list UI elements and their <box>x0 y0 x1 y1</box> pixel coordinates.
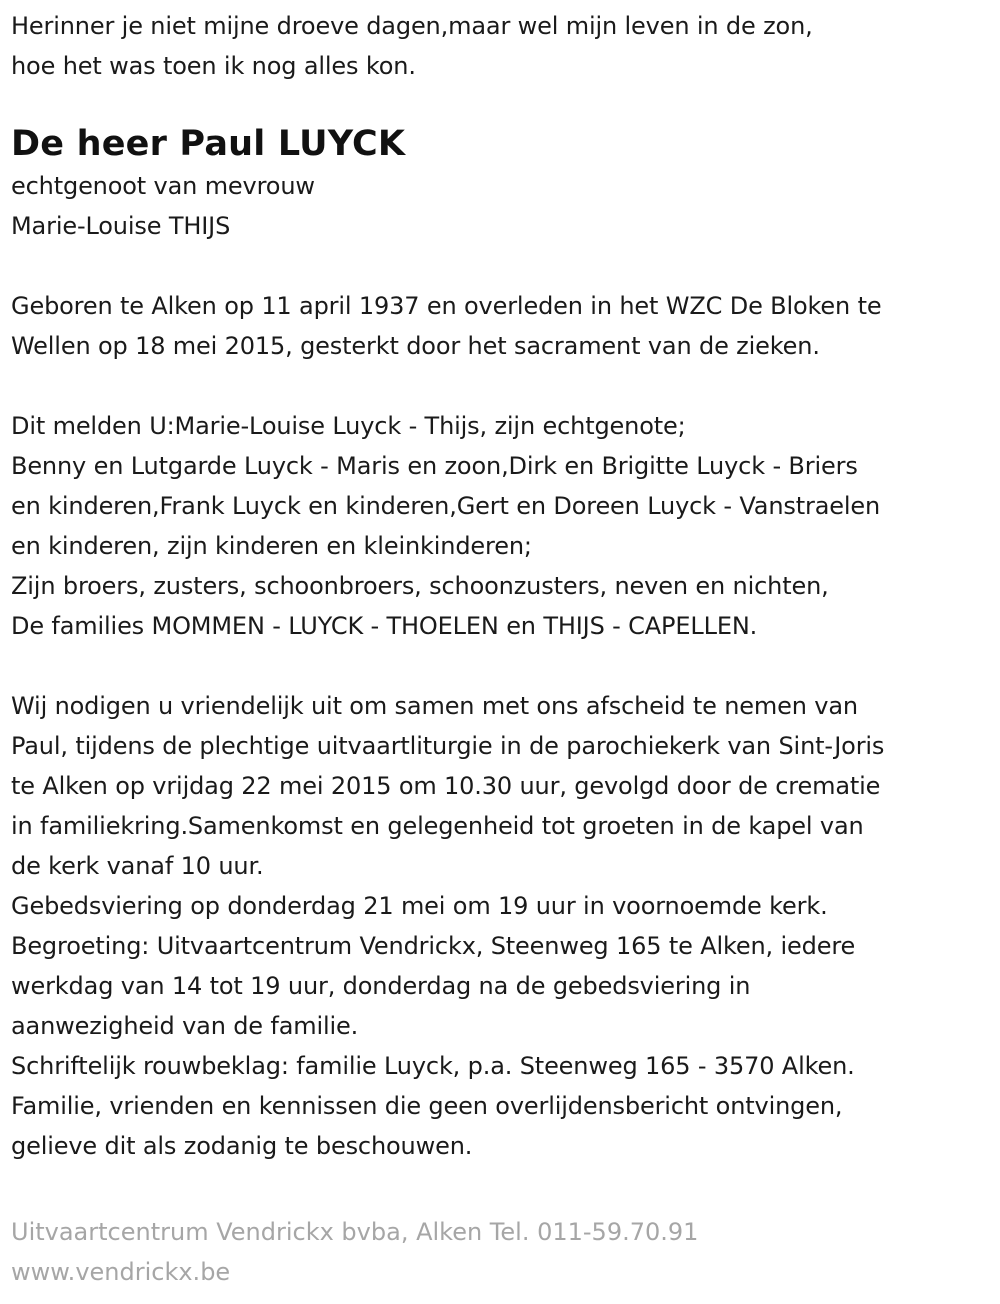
invitation-line: in familiekring.Samenkomst en gelegenheid tot groeten in de kapel van <box>11 812 864 840</box>
spouse-info <box>11 166 996 246</box>
invitation-line: Gebedsviering op donderdag 21 mei om 19 uur in voornoemde kerk. <box>11 892 828 920</box>
family-line: Dit melden U:Marie-Louise Luyck - Thijs, zijn echtgenote; <box>11 412 686 440</box>
invitation-line: werkdag van 14 tot 19 uur, donderdag na de gebedsviering in <box>11 972 751 1000</box>
spouse-line: Marie-Louise THIJS <box>11 212 231 240</box>
family-line: en kinderen, zijn kinderen en kleinkinderen; <box>11 532 532 560</box>
invitation-line: Familie, vrienden en kennissen die geen overlijdensbericht ontvingen, <box>11 1092 843 1120</box>
funeral-home-footer <box>11 1212 698 1292</box>
birth-death-line: Wellen op 18 mei 2015, gesterkt door het sacrament van de zieken. <box>11 332 820 360</box>
invitation-line: Paul, tijdens de plechtige uitvaartliturgie in de parochiekerk van Sint-Joris <box>11 732 885 760</box>
spacer <box>11 366 996 406</box>
spacer <box>11 246 996 286</box>
deceased-name: De heer Paul LUYCK <box>11 124 406 164</box>
invitation-line: aanwezigheid van de familie. <box>11 1012 359 1040</box>
family-line: Zijn broers, zusters, schoonbroers, schoonzusters, neven en nichten, <box>11 572 829 600</box>
poem-line: hoe het was toen ik nog alles kon. <box>11 52 416 80</box>
spouse-line: echtgenoot van mevrouw <box>11 172 315 200</box>
invitation-line: Schriftelijk rouwbeklag: familie Luyck, p.a. Steenweg 165 - 3570 Alken. <box>11 1052 855 1080</box>
invitation-line: Begroeting: Uitvaartcentrum Vendrickx, Steenweg 165 te Alken, iedere <box>11 932 856 960</box>
family-line: De families MOMMEN - LUYCK - THOELEN en THIJS - CAPELLEN. <box>11 612 758 640</box>
poem-line: Herinner je niet mijne droeve dagen,maar wel mijn leven in de zon, <box>11 12 813 40</box>
funeral-home-website: www.vendrickx.be <box>11 1258 231 1286</box>
family-line: Benny en Lutgarde Luyck - Maris en zoon,Dirk en Brigitte Luyck - Briers <box>11 452 858 480</box>
spacer <box>11 646 996 686</box>
invitation-line: gelieve dit als zodanig te beschouwen. <box>11 1132 473 1160</box>
invitation-line: te Alken op vrijdag 22 mei 2015 om 10.30 uur, gevolgd door de crematie <box>11 772 881 800</box>
family-announcement <box>11 406 996 646</box>
family-line: en kinderen,Frank Luyck en kinderen,Gert en Doreen Luyck - Vanstraelen <box>11 492 881 520</box>
invitation-line: Wij nodigen u vriendelijk uit om samen met ons afscheid te nemen van <box>11 692 858 720</box>
birth-death-line: Geboren te Alken op 11 april 1937 en overleden in het WZC De Bloken te <box>11 292 882 320</box>
memorial-poem <box>11 6 996 86</box>
funeral-home-contact: Uitvaartcentrum Vendrickx bvba, Alken Tel. 011-59.70.91 <box>11 1218 699 1246</box>
invitation-line: de kerk vanaf 10 uur. <box>11 852 264 880</box>
obituary-notice <box>11 0 996 1166</box>
birth-death-info <box>11 286 996 366</box>
funeral-invitation <box>11 686 996 1166</box>
